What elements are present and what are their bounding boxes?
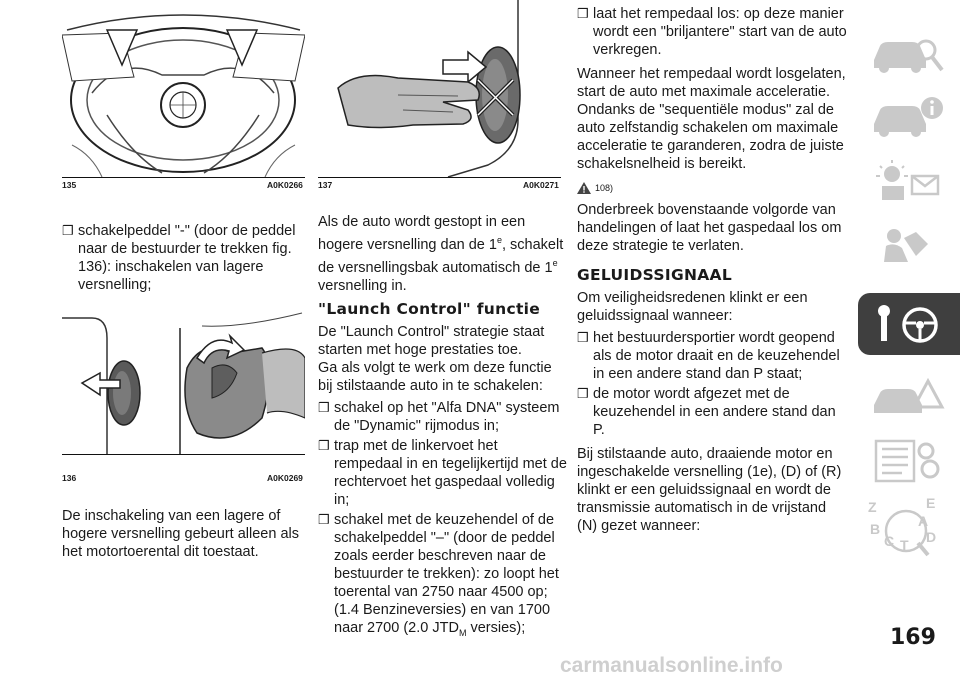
- tab-airbag-passenger[interactable]: [858, 214, 960, 276]
- checkbox-bullet-icon: ❒: [577, 6, 589, 21]
- index-letter: T: [900, 537, 909, 553]
- checkbox-bullet-icon: ❒: [318, 399, 330, 415]
- list-item: ❒ de motor wordt afgezet met de keuzehendel in een andere stand dan P.: [577, 386, 836, 438]
- car-search-icon: [868, 30, 948, 76]
- column-2: [318, 213, 568, 644]
- figure-137-code: A0K0271: [523, 180, 559, 190]
- checkbox-bullet-icon: ❒: [318, 437, 330, 453]
- dashboard-lights-icon: [868, 158, 948, 204]
- paragraph: De "Launch Control" strategie staat starten met hoge prestaties toe.: [318, 323, 545, 358]
- airbag-passenger-icon: [868, 222, 948, 268]
- page-number: 169: [890, 625, 936, 650]
- paragraph: Bij stilstaande auto, draaiende motor en ingeschakelde versnelling (1e), (D) of (R) klinkt er een geluidssignaal en wordt de transmissie automatisch in de vrijstand (N) gezet wanneer:: [577, 446, 842, 534]
- list-item: ❒ schakel met de keuzehendel of de schakelpeddel "–" (door de peddel zoals eerder beschreven naar de bestuurder te trekken): zo loopt het toerental van 2750 naar 4500 op; (1.4 Benzineversies) en van 1700 naar 2700 (2.0 $JTD_M$ versies);: [318, 511, 559, 638]
- checkbox-bullet-icon: ❒: [577, 330, 589, 345]
- list-item: ❒ schakel op het "Alfa DNA" systeem de "Dynamic" rijmodus in;: [318, 399, 560, 434]
- key-steering-wheel-icon: [868, 301, 948, 347]
- checkbox-bullet-icon: ❒: [577, 386, 589, 401]
- paragraph: Wanneer het rempedaal wordt losgelaten, start de auto met maximale acceleratie. Ondanks de "sequentiële modus" zal de auto zelfstandig schakelen om maximale acceleratie te garanderen, zodra de juiste schakelsnelheid is bereikt.: [577, 66, 846, 172]
- figure-135-number: 135: [62, 180, 77, 190]
- paragraph: Ga als volgt te werk om deze functie bij stilstaande auto in te schakelen:: [318, 359, 552, 394]
- list-item: ❒ laat het rempedaal los: op deze manier wordt een "briljantere" start van de auto verkregen.: [577, 6, 847, 58]
- warning-reference: [577, 179, 849, 197]
- tab-maintenance[interactable]: [858, 429, 960, 491]
- tab-emergency[interactable]: [858, 365, 960, 427]
- warning-ref-number: 108): [595, 183, 614, 193]
- figure-136-code: A0K0269: [267, 473, 303, 483]
- list-item-text: schakelpeddel "-" (door de peddel naar de bestuurder te trekken fig. 136): inschakelen van lagere versnelling;: [78, 223, 296, 293]
- warning-triangle-icon: [577, 182, 591, 194]
- index-letter: E: [926, 495, 936, 511]
- column-3: [577, 5, 849, 539]
- tab-index[interactable]: [858, 493, 960, 555]
- car-crash-warning-icon: [868, 373, 948, 419]
- column-1-paragraph: [62, 507, 305, 565]
- paragraph: Onderbreek bovenstaande volgorde van handelingen of laat het gaspedaal los om deze strategie te verlaten.: [577, 202, 842, 254]
- figure-137: [318, 0, 561, 178]
- index-letter: Z: [868, 499, 877, 515]
- figure-137-number: 137: [318, 180, 333, 190]
- checkbox-bullet-icon: ❒: [62, 223, 74, 238]
- column-1-bullet: [62, 222, 305, 296]
- figure-135-code: A0K0266: [267, 180, 303, 190]
- maintenance-list-icon: [868, 437, 948, 483]
- index-letter: D: [926, 529, 937, 545]
- index-letter: C: [884, 533, 895, 549]
- watermark: carmanualsonline.info: [560, 654, 783, 677]
- paragraph: De inschakeling van een lagere of hogere versnelling gebeurt alleen als het motortoerental dit toestaat.: [62, 508, 299, 560]
- section-heading: "Launch Control" functie: [318, 299, 541, 318]
- tab-car-search[interactable]: [858, 22, 960, 84]
- paragraph: Als de auto wordt gestopt in een hogere versnelling dan de 1e, schakelt de versnellingsbak automatisch de 1e versnelling in.: [318, 214, 564, 294]
- list-item: ❒ trap met de linkervoet het rempedaal in en tegelijkertijd met de rechtervoet het gaspedaal volledig in;: [318, 437, 567, 508]
- list-item: [62, 222, 305, 294]
- tab-starting-driving[interactable]: [858, 293, 960, 355]
- list-item: ❒ het bestuurdersportier wordt geopend als de motor draait en de keuzehendel in een andere stand dan P staat;: [577, 330, 840, 382]
- index-letter: B: [870, 521, 881, 537]
- checkbox-bullet-icon: ❒: [318, 511, 330, 527]
- car-info-icon: [868, 94, 948, 140]
- tab-dashboard-lights[interactable]: [858, 150, 960, 212]
- paragraph: Om veiligheidsredenen klinkt er een geluidssignaal wanneer:: [577, 290, 808, 324]
- figure-136-number: 136: [62, 473, 77, 483]
- index-letter: A: [918, 513, 929, 529]
- figure-136: [62, 308, 305, 455]
- tab-car-info[interactable]: [858, 86, 960, 148]
- section-heading: GELUIDSSIGNAAL: [577, 266, 733, 284]
- figure-135: [62, 5, 305, 178]
